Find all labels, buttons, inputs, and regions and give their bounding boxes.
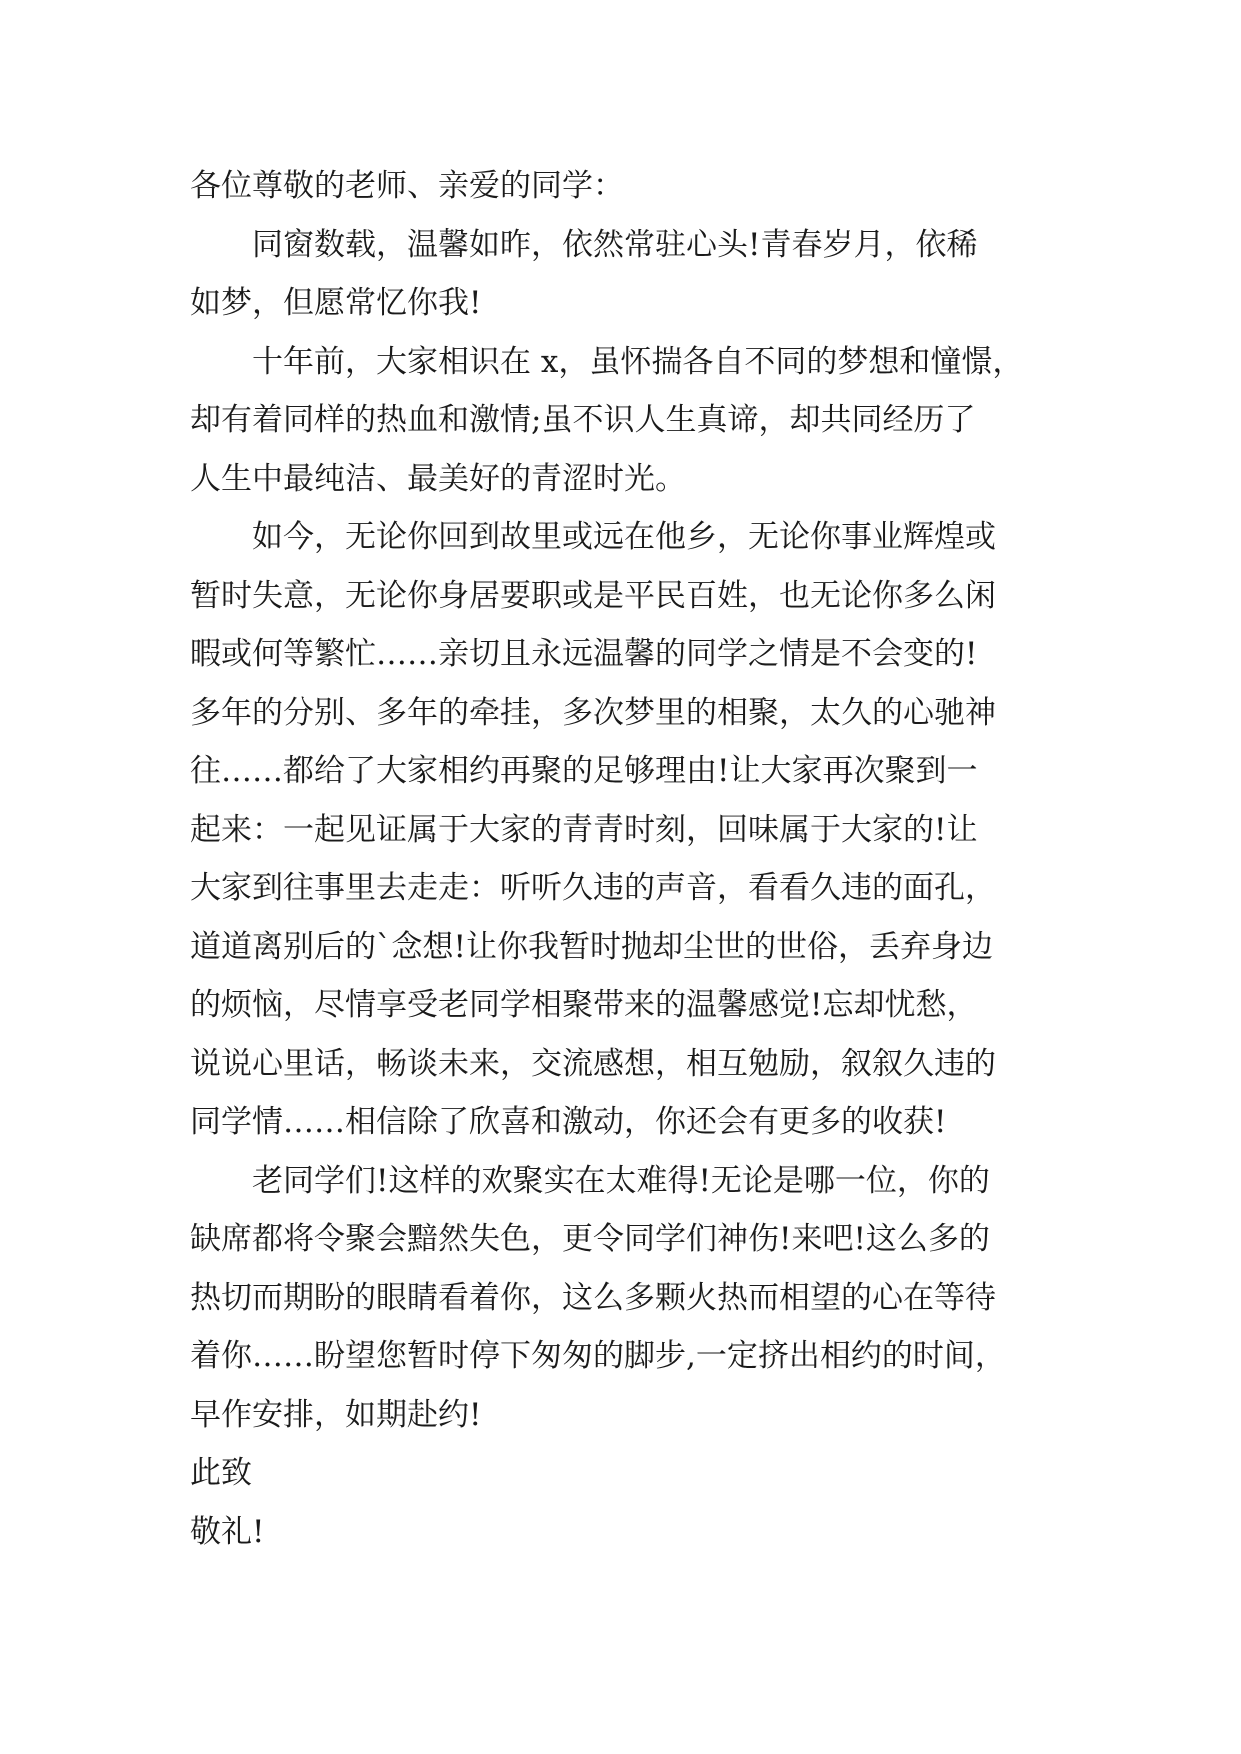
paragraph-3-line: 道道离别后的`念想!让你我暂时抛却尘世的世俗，丢弃身边 — [190, 928, 993, 965]
paragraph-3-line: 暂时失意，无论你身居要职或是平民百姓，也无论你多么闲 — [190, 577, 996, 614]
paragraph-2-line: 十年前，大家相识在 x，虽怀揣各自不同的梦想和憧憬， — [190, 343, 1024, 380]
paragraph-3-line: 多年的分别、多年的牵挂，多次梦里的相聚，太久的心驰神 — [190, 694, 996, 731]
paragraph-3-line: 大家到往事里去走走：听听久违的声音，看看久违的面孔， — [190, 870, 996, 906]
paragraph-1-line: 同窗数载，温馨如昨，依然常驻心头!青春岁月，依稀 — [190, 226, 978, 263]
closing-line: 此致 — [190, 1455, 252, 1491]
paragraph-3-line: 如今，无论你回到故里或远在他乡，无论你事业辉煌或 — [190, 519, 996, 555]
paragraph-4-line: 早作安排，如期赴约! — [190, 1396, 482, 1433]
paragraph-3-line: 暇或何等繁忙……亲切且永远温馨的同学之情是不会变的! — [190, 636, 978, 672]
paragraph-1-line: 如梦，但愿常忆你我! — [190, 285, 482, 321]
paragraph-4-line: 热切而期盼的眼睛看着你，这么多颗火热而相望的心在等待 — [190, 1279, 996, 1316]
paragraph-4-line: 老同学们!这样的欢聚实在太难得!无论是哪一位，你的 — [190, 1162, 990, 1199]
paragraph-4-line: 缺席都将令聚会黯然失色，更令同学们神伤!来吧!这么多的 — [190, 1221, 990, 1257]
paragraph-2-line: 却有着同样的热血和激情;虽不识人生真谛，却共同经历了 — [190, 402, 976, 438]
paragraph-4-line: 着你……盼望您暂时停下匆匆的脚步,一定挤出相约的时间， — [190, 1338, 1006, 1374]
paragraph-2-line: 人生中最纯洁、最美好的青涩时光。 — [190, 460, 686, 497]
salutation: 各位尊敬的老师、亲爱的同学： — [190, 168, 624, 204]
paragraph-3-line: 同学情……相信除了欣喜和激动，你还会有更多的收获! — [190, 1104, 947, 1140]
closing-salute: 敬礼! — [190, 1513, 265, 1550]
paragraph-3-line: 说说心里话，畅谈未来，交流感想，相互勉励，叙叙久违的 — [190, 1045, 996, 1082]
paragraph-3-line: 的烦恼，尽情享受老同学相聚带来的温馨感觉!忘却忧愁， — [190, 987, 978, 1023]
letter-body — [190, 157, 1065, 1561]
paragraph-3-line: 起来：一起见证属于大家的青青时刻，回味属于大家的!让 — [190, 811, 978, 848]
paragraph-3-line: 往……都给了大家相约再聚的足够理由!让大家再次聚到一 — [190, 753, 978, 789]
